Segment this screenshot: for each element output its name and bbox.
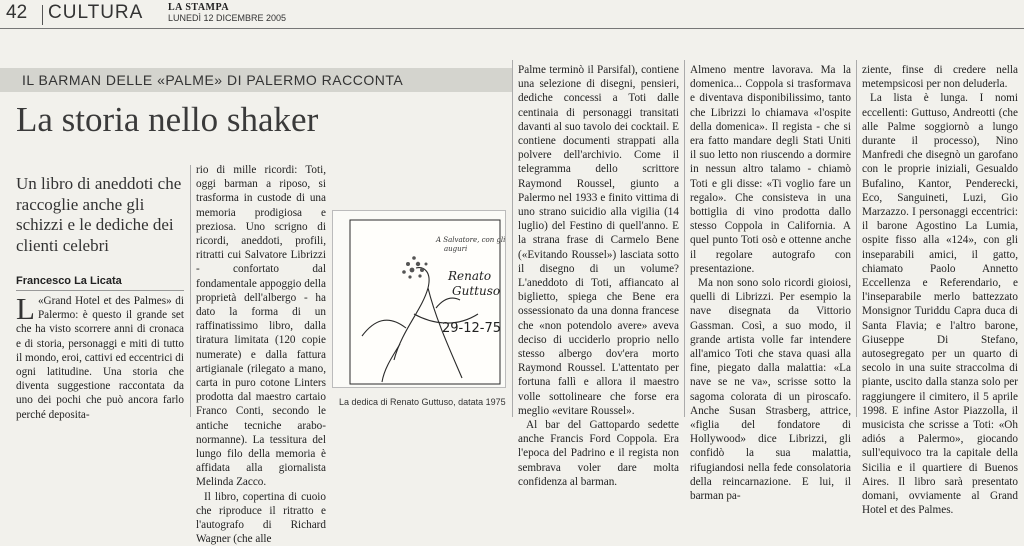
paragraph: Al bar del Gattopardo sedette anche Francis Ford Coppola. Era l'epoca del Padrino e il regista non sembrava voler dare molta confidenza al barman.	[518, 419, 679, 488]
section-name: CULTURA	[48, 2, 144, 23]
photo-caption: La dedica di Renato Guttuso, datata 1975	[339, 397, 506, 407]
kicker-text: IL BARMAN DELLE «PALME» DI PALERMO RACCONTA	[22, 72, 404, 88]
photo-signature-line2: Guttuso	[452, 284, 501, 298]
photo-inscription-line2: auguri	[444, 245, 468, 253]
paragraph: Il libro, copertina di cuoio che riproduce il ritratto e l'autografo di Richard Wagner (che alle	[196, 490, 326, 546]
paragraph: La lista è lunga. I nomi eccellenti: Guttuso, Andreotti (che alle Palme soggiornò a lungo durante il processo), Nino Manfredi che disegnò un garofano con le proprie iniziali, Gesualdo Bufalino, Kantor, Penderecki, Eco, Sanguineti, Luzi, Gio Marzazzo. I personaggi eccentrici: il barone Agostino La Lumia, ospite fisso alla «124», con gli inseparabili amici, il gatto, chiamato Paolo Annetto Eccellenza e Referendario, e l'inseparabile merlo battezzato Monsignor Turiddu Capra duca di Santa Flavia; e l'altro barone, Giuseppe Di Stefano, autosegregato per un quarto di secolo in una suite straccolma di piante, uscito dalla stanza solo per raggiungere il cimitero, il 5 aprile 1998. E infine Astor Piazzolla, il musicista che scrisse a Toti: «Oh adiós a Palermo», giocando sull'equivoco tra la capitale della Sicilia e il quartiere di Buenos Aires. Il libro sarà presentato domani, ovviamente al Grand Hotel et des Palmes.	[862, 92, 1018, 517]
paragraph: Ma non sono solo ricordi gioiosi, quelli di Librizzi. Per esempio la nave disegnata da Vittorio Gassman. Così, a suo modo, il grande artista volle far intendere all'amico Toti che stava quasi alla fine, piegato dalla malattia: «La nave se ne va», scrisse sotto la sagoma colorata di un piroscafo. Anche Susan Strasberg, attrice, «figlia del fondatore di Hollywood» dice Librizzi, gli confidò la sua malattia, rifugiandosi nella fede consolatoria della reincarnazione. E lui, il barman pa-	[690, 277, 851, 503]
dedication-drawing-photo	[332, 210, 506, 388]
page-number: 42	[6, 2, 28, 23]
issue-date: LUNEDÌ 12 DICEMBRE 2005	[168, 13, 287, 23]
photo-inscription-line1: A Salvatore, con gli	[436, 236, 506, 244]
column-divider	[684, 60, 685, 417]
column-1	[16, 291, 184, 421]
column-divider	[190, 165, 191, 417]
kicker-band	[0, 68, 512, 92]
byline-rule	[16, 290, 184, 291]
paragraph: «Grand Hotel et des Palmes» di Palermo: è questo il grande set che ha visto scorrere anni di cronaca e di storia, personaggi e miti di tutto il mondo, eroi, cattivi ed eccentrici di ogni latitudine. Una storia che diventa suggestione raccontata da uno dei pochi che può ancora farlo perché deposita-	[16, 295, 184, 421]
photo-signature-line1: Renato	[448, 269, 492, 283]
article-summary: Un libro di aneddoti che raccoglie anche gli schizzi e le dediche dei clienti celebri	[16, 174, 182, 255]
byline: Francesco La Licata	[16, 275, 122, 287]
drop-cap: L	[16, 291, 35, 326]
column-divider	[856, 60, 857, 417]
column-2	[196, 163, 326, 546]
publication-logo: LA STAMPA	[168, 2, 230, 13]
header-rule	[0, 28, 1024, 29]
column-divider	[512, 60, 513, 417]
column-4	[690, 63, 851, 503]
paragraph: ziente, finse di credere nella metempsicosi per non deluderla.	[862, 64, 1018, 91]
article-title: La storia nello shaker	[16, 100, 319, 139]
column-5	[862, 63, 1018, 517]
header-separator	[42, 5, 43, 25]
drawing-date: 29-12-75	[442, 321, 502, 336]
paragraph: Palme terminò il Parsifal), contiene una selezione di disegni, pensieri, dediche concessi a Toti dalle centinaia di personaggi transitati davanti al suo tavolo dei cocktail. E contiene documenti strappati alla polvere dell'archivio. Come il telegramma dello scrittore Raymond Roussel, giunto a Palermo nel 1933 e finito vittima di uno strano suicidio alla vigilia (14 luglio) del Festino di quell'anno. E la strana frase di Carmelo Bene («Evitando Roussel») lasciata sotto il disegno di un volume? L'aneddoto di Toti, affiancato al biglietto, spiega che Bene era ossessionato da una donna francese che «non potendolo avere» aveva deciso di ucciderlo proprio nello stesso albergo dov'era morto Raymond Roussel. L'attentato per fortuna fallì e allora il maestro volle sottolineare che forse era meglio «evitare Roussel».	[518, 64, 679, 417]
paragraph: rio di mille ricordi: Toti, oggi barman a riposo, si trasforma in custode di una memoria prodigiosa e preziosa. Uno scrigno di ricordi, aneddoti, profili, ritratti cui Salvatore Librizzi - confortato dal fondamentale appoggio della proprietà dell'albergo - ha dato la forma di un raffinatissimo libro, dalla tiratura limitata (120 copie numerate) e dalla fattura artigianale (rilegato a mano, carta in puro cotone Linters prodotta dal maestro cartaio Franco Conti, secondo le antiche tecniche arabo-normanne). La tessitura del lungo filo della memoria è affidata alla giornalista Melinda Zacco.	[196, 164, 326, 489]
column-3	[518, 63, 679, 488]
guttuso-drawing	[332, 210, 506, 388]
paragraph: Almeno mentre lavorava. Ma la domenica... Coppola si trasformava e diventava disponibilissimo, tanto che Librizzi lo chiamava «l'ospite della domenica». Il regista - che si era fatto mandare degli Stati Uniti il suo letto non riuscendo a dormire in nessun altro talamo - chiamò Toti e gli disse: «Ti voglio fare un regalo». Che consisteva in una bottiglia di vino prodotta dallo stesso Coppola in California. A quel punto Toti osò e ottenne anche il regolare autografo con presentazione.	[690, 64, 851, 275]
